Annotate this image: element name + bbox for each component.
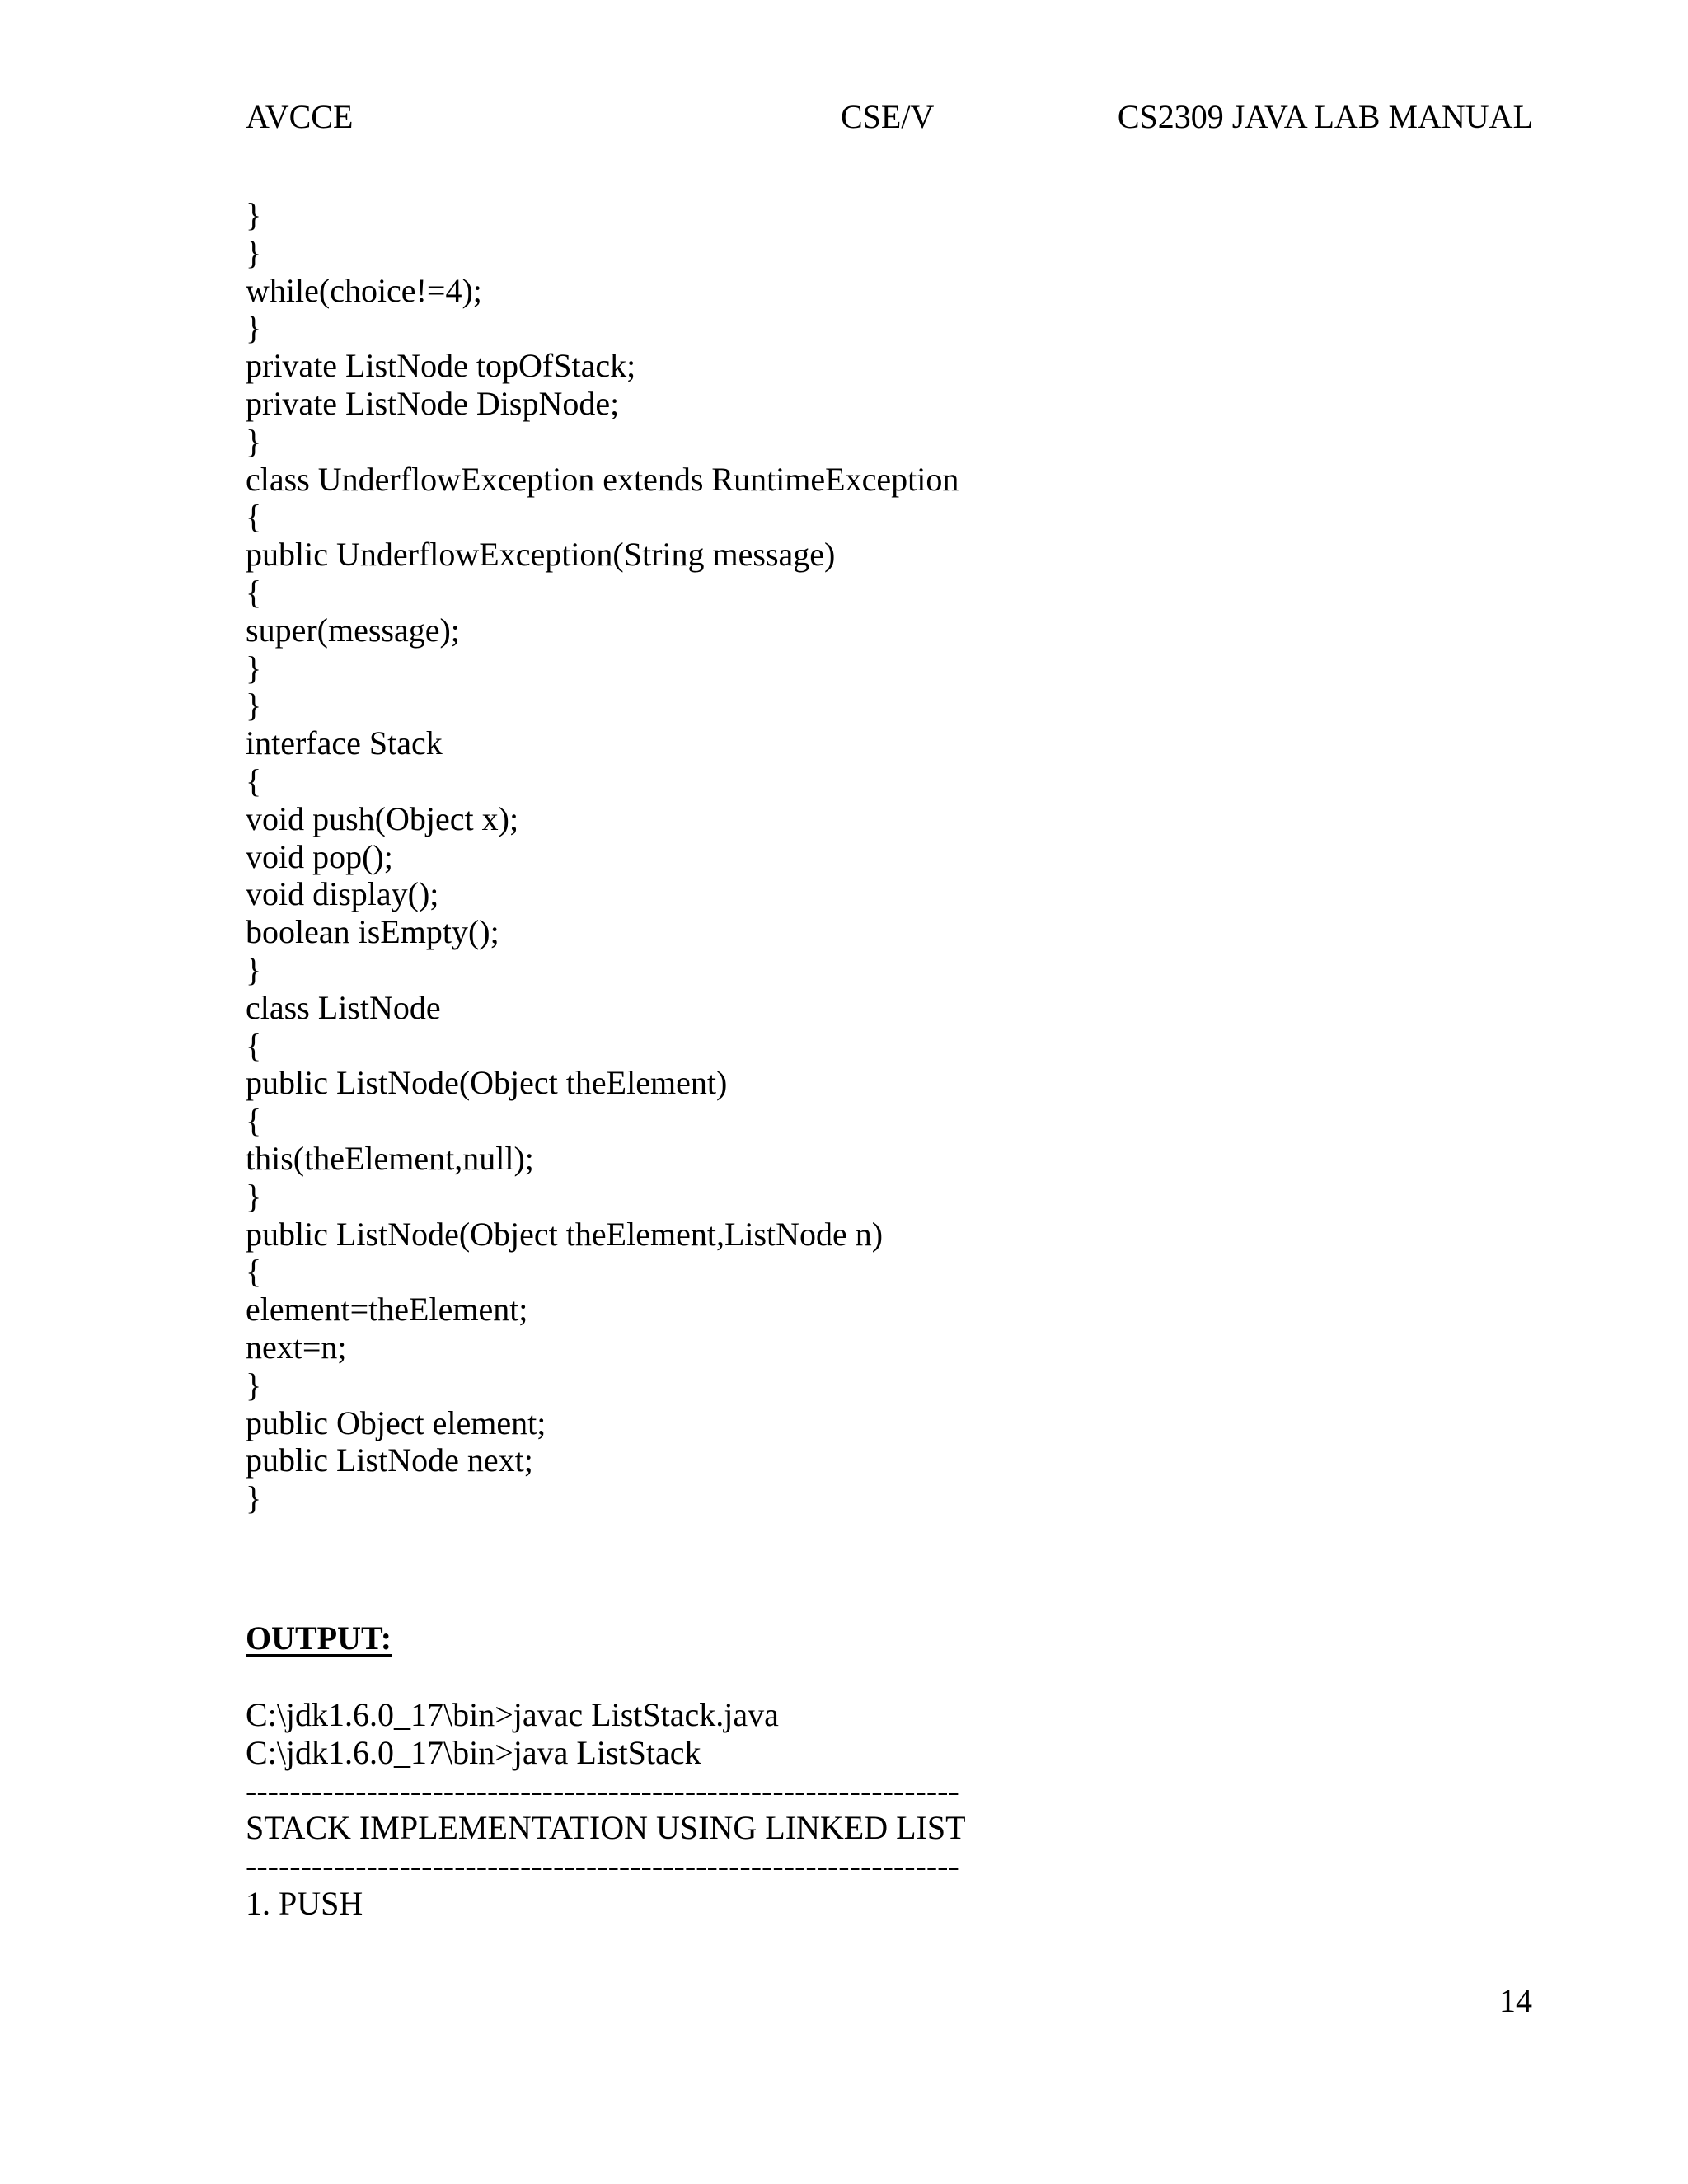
page-number: 14 xyxy=(1499,1982,1532,2019)
output-line: 1. PUSH xyxy=(246,1884,363,1922)
output-line: C:\jdk1.6.0_17\bin>java ListStack xyxy=(246,1733,701,1771)
code-line: } xyxy=(246,309,262,347)
code-line: { xyxy=(246,1102,262,1140)
output-heading: OUTPUT: xyxy=(246,1619,392,1657)
code-line: while(choice!=4); xyxy=(246,271,482,309)
code-line: void push(Object x); xyxy=(246,799,519,837)
code-line: public ListNode next; xyxy=(246,1441,533,1479)
code-line: public Object element; xyxy=(246,1404,546,1441)
output-separator: ----------------------------------------------------------------- xyxy=(246,1771,959,1809)
code-line: void display(); xyxy=(246,875,439,913)
code-line: class ListNode xyxy=(246,988,441,1026)
code-line: } xyxy=(246,1366,262,1404)
code-line: } xyxy=(246,950,262,988)
page-header xyxy=(246,97,1533,142)
output-line: C:\jdk1.6.0_17\bin>javac ListStack.java xyxy=(246,1696,779,1733)
code-line: super(message); xyxy=(246,611,460,649)
code-listing xyxy=(246,196,1400,1517)
code-line: } xyxy=(246,422,262,460)
code-line: element=theElement; xyxy=(246,1291,528,1329)
code-line: public ListNode(Object theElement,ListNode n) xyxy=(246,1215,884,1253)
code-line: next=n; xyxy=(246,1328,347,1366)
header-institution: AVCCE xyxy=(246,98,354,135)
header-department: CSE/V xyxy=(841,98,935,135)
code-line: { xyxy=(246,573,262,611)
code-line: private ListNode topOfStack; xyxy=(246,347,636,385)
code-line: boolean isEmpty(); xyxy=(246,913,499,951)
code-line: public UnderflowException(String message) xyxy=(246,536,836,574)
output-separator: ----------------------------------------------------------------- xyxy=(246,1847,959,1885)
code-line: this(theElement,null); xyxy=(246,1139,534,1177)
output-line: STACK IMPLEMENTATION USING LINKED LIST xyxy=(246,1809,966,1847)
header-manual-title: CS2309 JAVA LAB MANUAL xyxy=(1117,98,1533,135)
code-line: } xyxy=(246,196,262,233)
code-line: public ListNode(Object theElement) xyxy=(246,1064,728,1102)
code-line: } xyxy=(246,687,262,724)
code-line: void pop(); xyxy=(246,837,393,875)
code-line: class UnderflowException extends RuntimeException xyxy=(246,460,959,498)
code-line: { xyxy=(246,762,262,799)
code-line: { xyxy=(246,1253,262,1291)
code-line: { xyxy=(246,1026,262,1064)
code-line: { xyxy=(246,498,262,536)
code-line: } xyxy=(246,1177,262,1215)
code-line: } xyxy=(246,649,262,687)
code-line: } xyxy=(246,233,262,271)
code-line: interface Stack xyxy=(246,724,443,762)
code-line: private ListNode DispNode; xyxy=(246,384,620,422)
program-output xyxy=(246,1696,1400,1923)
code-line: } xyxy=(246,1479,262,1517)
